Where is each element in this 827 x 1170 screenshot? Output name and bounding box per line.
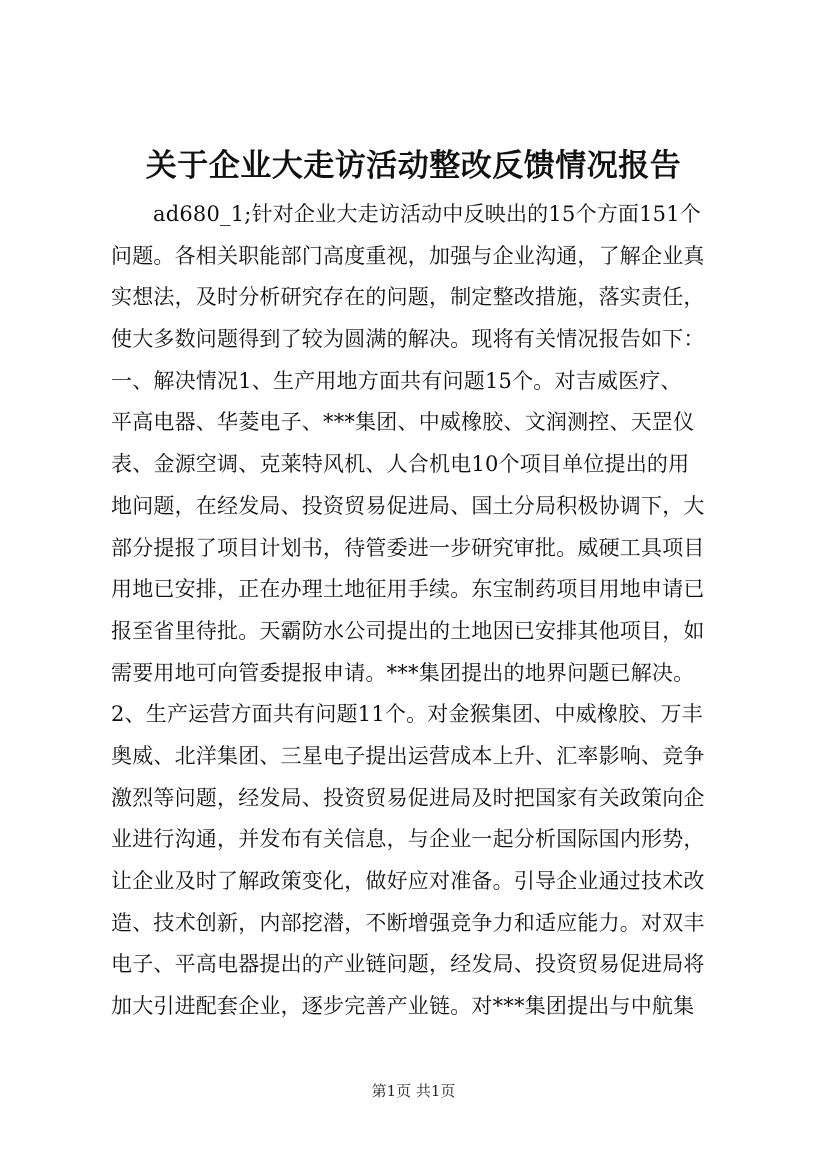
- body-line-14: 奥威、北洋集团、三星电子提出运营成本上升、汇率影响、竞争: [111, 743, 705, 768]
- body-line-18: 造、技术创新，内部挖潜，不断增强竞争力和适应能力。对双丰: [111, 910, 705, 935]
- body-line-12: 需要用地可向管委提报申请。***集团提出的地界问题已解决。: [111, 660, 695, 685]
- body-line-8: 地问题，在经发局、投资贸易促进局、国土分局积极协调下，大: [111, 493, 705, 518]
- body-line-19: 电子、平高电器提出的产业链问题，经发局、投资贸易促进局将: [111, 952, 705, 977]
- body-line-20: 加大引进配套企业，逐步完善产业链。对***集团提出与中航集: [111, 994, 695, 1019]
- body-line-10: 用地已安排，正在办理土地征用手续。东宝制药项目用地申请已: [111, 577, 705, 602]
- body-line-13: 2、生产运营方面共有问题11个。对金猴集团、中威橡胶、万丰: [111, 702, 703, 727]
- body-line-3: 实想法，及时分析研究存在的问题，制定整改措施，落实责任，: [111, 285, 705, 310]
- body-line-11: 报至省里待批。天霸防水公司提出的土地因已安排其他项目，如: [111, 618, 705, 643]
- document-body: [111, 194, 741, 1028]
- body-line-2: 问题。各相关职能部门高度重视，加强与企业沟通，了解企业真: [111, 243, 705, 268]
- body-line-4: 使大多数问题得到了较为圆满的解决。现将有关情况报告如下：: [111, 327, 705, 352]
- body-line-6: 平高电器、华菱电子、***集团、中威橡胶、文润测控、天罡仪: [111, 410, 695, 435]
- body-line-7: 表、金源空调、克莱特风机、人合机电10个项目单位提出的用: [111, 452, 690, 477]
- body-line-1: ad680_1;针对企业大走访活动中反映出的15个方面151个: [153, 202, 701, 226]
- body-line-16: 业进行沟通，并发布有关信息，与企业一起分析国际国内形势，: [111, 827, 705, 852]
- body-line-9: 部分提报了项目计划书，待管委进一步研究审批。威硬工具项目: [111, 535, 705, 560]
- body-line-5: 一、解决情况1、生产用地方面共有问题15个。对吉威医疗、: [111, 368, 682, 393]
- page-number-footer: 第1页 共1页: [371, 1082, 456, 1100]
- document-title: 关于企业大走访活动整改反馈情况报告: [145, 148, 682, 184]
- body-line-17: 让企业及时了解政策变化，做好应对准备。引导企业通过技术改: [111, 869, 705, 893]
- body-line-15: 激烈等问题，经发局、投资贸易促进局及时把国家有关政策向企: [111, 785, 705, 810]
